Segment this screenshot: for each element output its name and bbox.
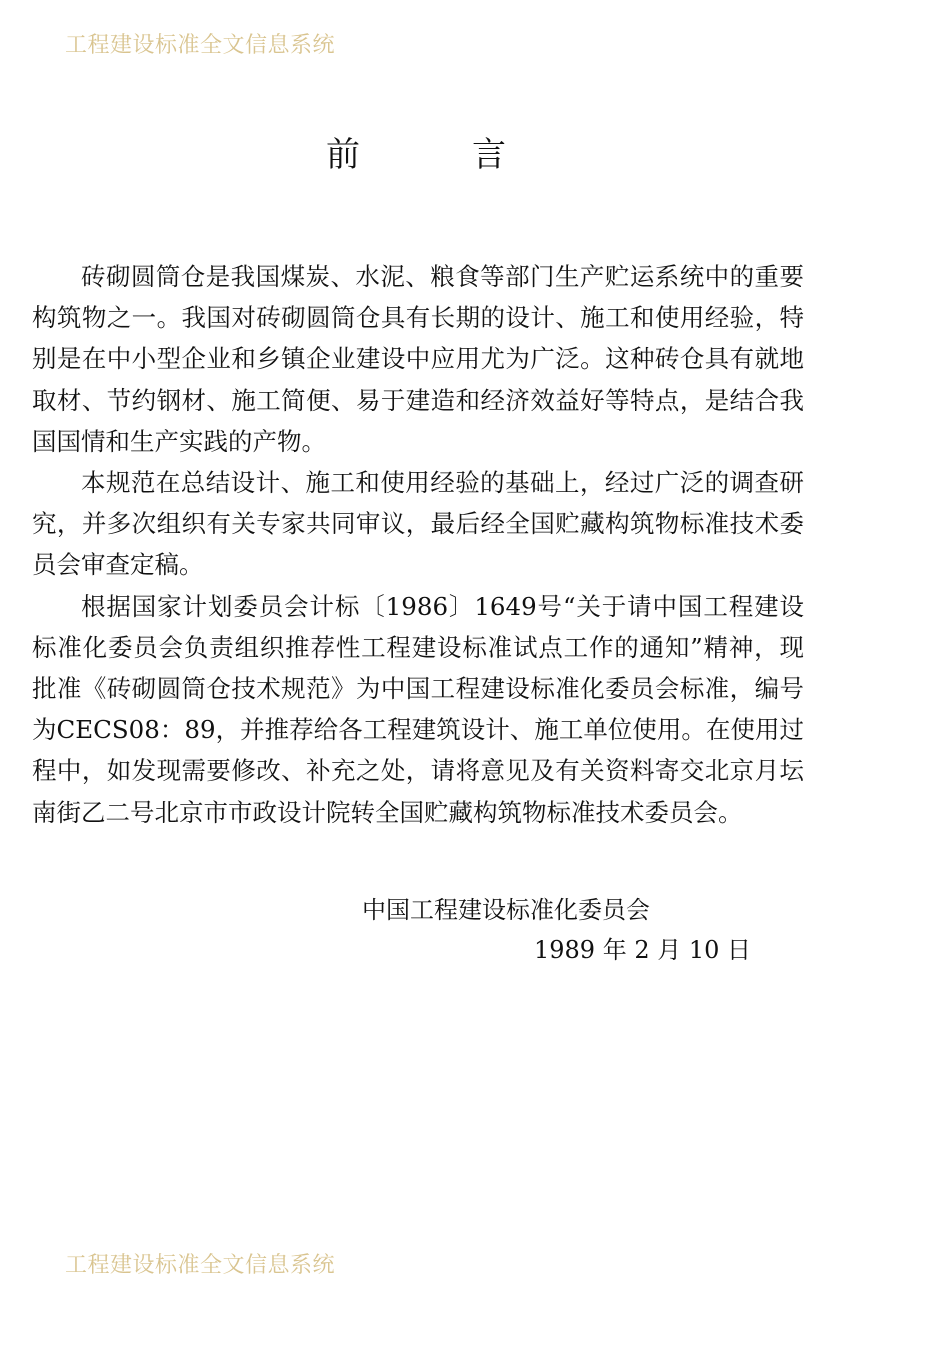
page-title [0,130,950,180]
signature-date: 1989 年 2 月 10 日 [534,936,752,964]
title-char-2: 言 [472,135,506,175]
paragraph-2: 本规范在总结设计、施工和使用经验的基础上，经过广泛的调查研究，并多次组织有关专家共同审议，最后经全国贮藏构筑物标准技术委员会审查定稿。 [32,468,804,580]
watermark-bottom: 工程建设标准全文信息系统 [65,1253,336,1278]
title-char-1: 前 [326,135,360,175]
paragraph-3: 根据国家计划委员会计标〔1986〕1649号“关于请中国工程建设标准化委员会负责组织推荐性工程建设标准试点工作的通知”精神，现批准《砖砌圆筒仓技术规范》为中国工程建设标准化委员会标准，编号为CECS08：89，并推荐给各工程建筑设计、施工单位使用。在使用过程中，如发现需要修改、补充之处，请将意见及有关资料寄交北京月坛南街乙二号北京市市政设计院转全国贮藏构筑物标准技术委员会。 [32,591,804,827]
preface-body [32,256,804,833]
signature-organization: 中国工程建设标准化委员会 [362,896,650,924]
watermark-top: 工程建设标准全文信息系统 [65,33,336,58]
paragraph-1: 砖砌圆筒仓是我国煤炭、水泥、粮食等部门生产贮运系统中的重要构筑物之一。我国对砖砌圆筒仓具有长期的设计、施工和使用经验，特别是在中小型企业和乡镇企业建设中应用尤为广泛。这种砖仓具有就地取材、节约钢材、施工简便、易于建造和经济效益好等特点，是结合我国国情和生产实践的产物。 [32,262,804,456]
